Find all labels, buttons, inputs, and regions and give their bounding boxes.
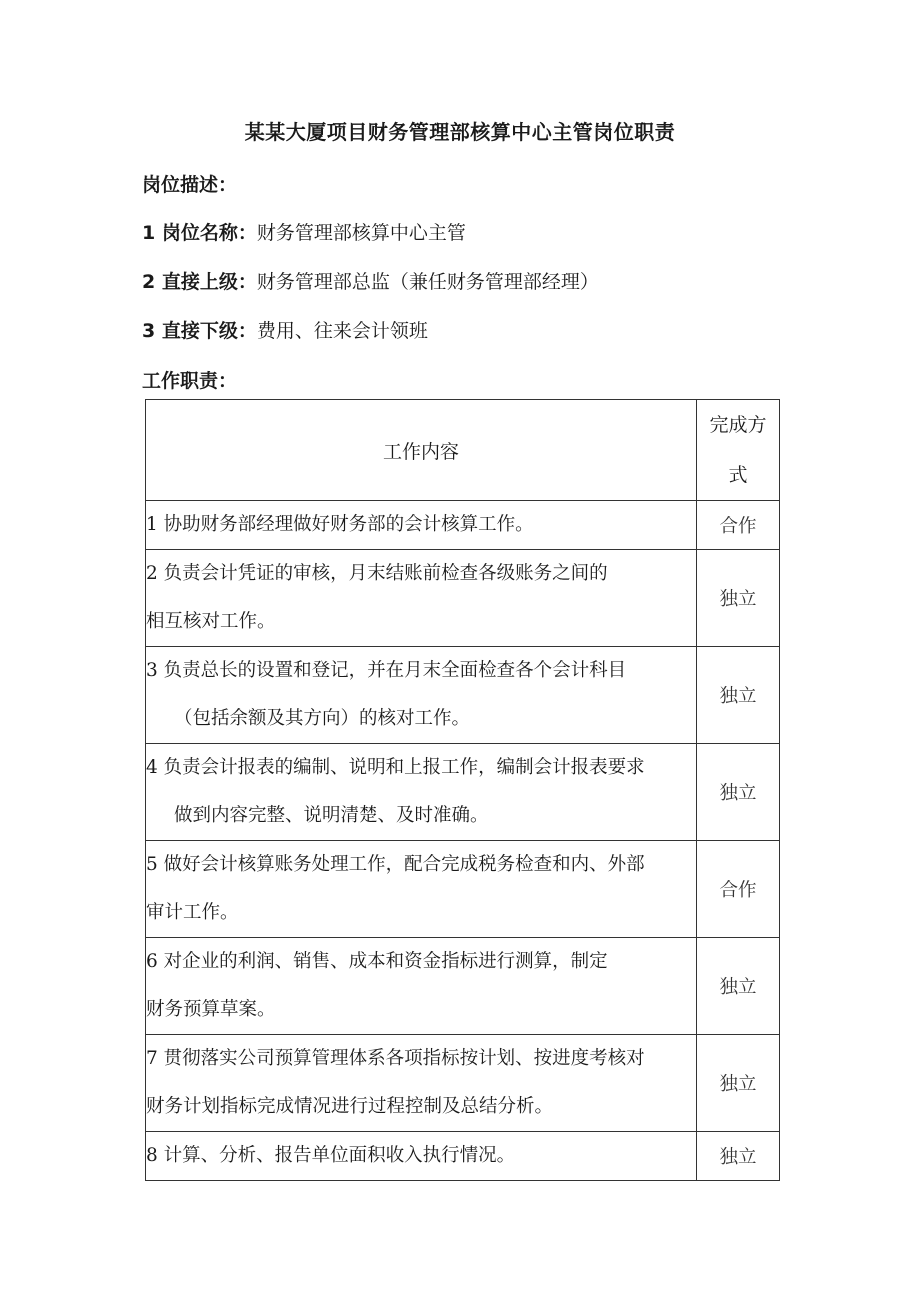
duty-content xyxy=(146,1132,697,1181)
table-row xyxy=(146,550,780,647)
duty-line: 财务预算草案。 xyxy=(146,999,276,1020)
duty-line: 相互核对工作。 xyxy=(146,611,276,632)
table-row xyxy=(146,938,780,1035)
table-header-row xyxy=(146,400,780,501)
duty-line: 5 做好会计核算账务处理工作，配合完成税务检查和内、外部 xyxy=(146,854,645,875)
duty-mode: 合作 xyxy=(697,841,780,938)
duties-heading: 工作职责： xyxy=(142,370,238,392)
duty-content xyxy=(146,647,697,744)
direct-subordinate-line xyxy=(142,316,428,343)
table-row xyxy=(146,744,780,841)
header-mode: 完成方 式 xyxy=(697,400,780,501)
direct-superior-value: 财务管理部总监（兼任财务管理部经理） xyxy=(256,271,599,293)
duty-mode: 独立 xyxy=(697,1132,780,1181)
duty-line: 3 负责总长的设置和登记，并在月末全面检查各个会计科目 xyxy=(146,660,627,681)
duty-content xyxy=(146,938,697,1035)
duty-content xyxy=(146,501,697,550)
table-row xyxy=(146,1035,780,1132)
duty-content xyxy=(146,1035,697,1132)
duty-line: （包括余额及其方向）的核对工作。 xyxy=(174,708,471,729)
header-content: 工作内容 xyxy=(146,400,697,501)
direct-subordinate-value: 费用、往来会计领班 xyxy=(256,320,428,342)
duty-line: 做到内容完整、说明清楚、及时准确。 xyxy=(174,805,489,826)
duty-line: 7 贯彻落实公司预算管理体系各项指标按计划、按进度考核对 xyxy=(146,1048,645,1069)
position-name-label: 1 岗位名称： xyxy=(142,222,257,244)
duties-table xyxy=(145,399,780,1181)
duty-line: 6 对企业的利润、销售、成本和资金指标进行测算，制定 xyxy=(146,951,608,972)
duty-mode: 独立 xyxy=(697,744,780,841)
duty-line: 4 负责会计报表的编制、说明和上报工作，编制会计报表要求 xyxy=(146,757,645,778)
position-name-value: 财务管理部核算中心主管 xyxy=(256,222,466,244)
duty-mode: 独立 xyxy=(697,938,780,1035)
document-title: 某某大厦项目财务管理部核算中心主管岗位职责 xyxy=(244,120,676,144)
duty-content xyxy=(146,744,697,841)
direct-superior-label: 2 直接上级： xyxy=(142,271,257,293)
duty-line: 审计工作。 xyxy=(146,902,239,923)
description-heading: 岗位描述： xyxy=(142,174,238,196)
duty-mode: 独立 xyxy=(697,647,780,744)
table-row xyxy=(146,647,780,744)
duty-line: 财务计划指标完成情况进行过程控制及总结分析。 xyxy=(146,1096,554,1117)
duty-line: 8 计算、分析、报告单位面积收入执行情况。 xyxy=(146,1145,516,1166)
table-row xyxy=(146,841,780,938)
duty-mode: 合作 xyxy=(697,501,780,550)
duty-mode: 独立 xyxy=(697,1035,780,1132)
table-row xyxy=(146,501,780,550)
position-name-line xyxy=(142,218,466,245)
duty-mode: 独立 xyxy=(697,550,780,647)
duty-line: 2 负责会计凭证的审核，月末结账前检查各级账务之间的 xyxy=(146,563,608,584)
duty-content xyxy=(146,841,697,938)
duty-content xyxy=(146,550,697,647)
duty-line: 1 协助财务部经理做好财务部的会计核算工作。 xyxy=(146,514,534,535)
direct-superior-line xyxy=(142,267,599,294)
direct-subordinate-label: 3 直接下级： xyxy=(142,320,257,342)
table-row xyxy=(146,1132,780,1181)
